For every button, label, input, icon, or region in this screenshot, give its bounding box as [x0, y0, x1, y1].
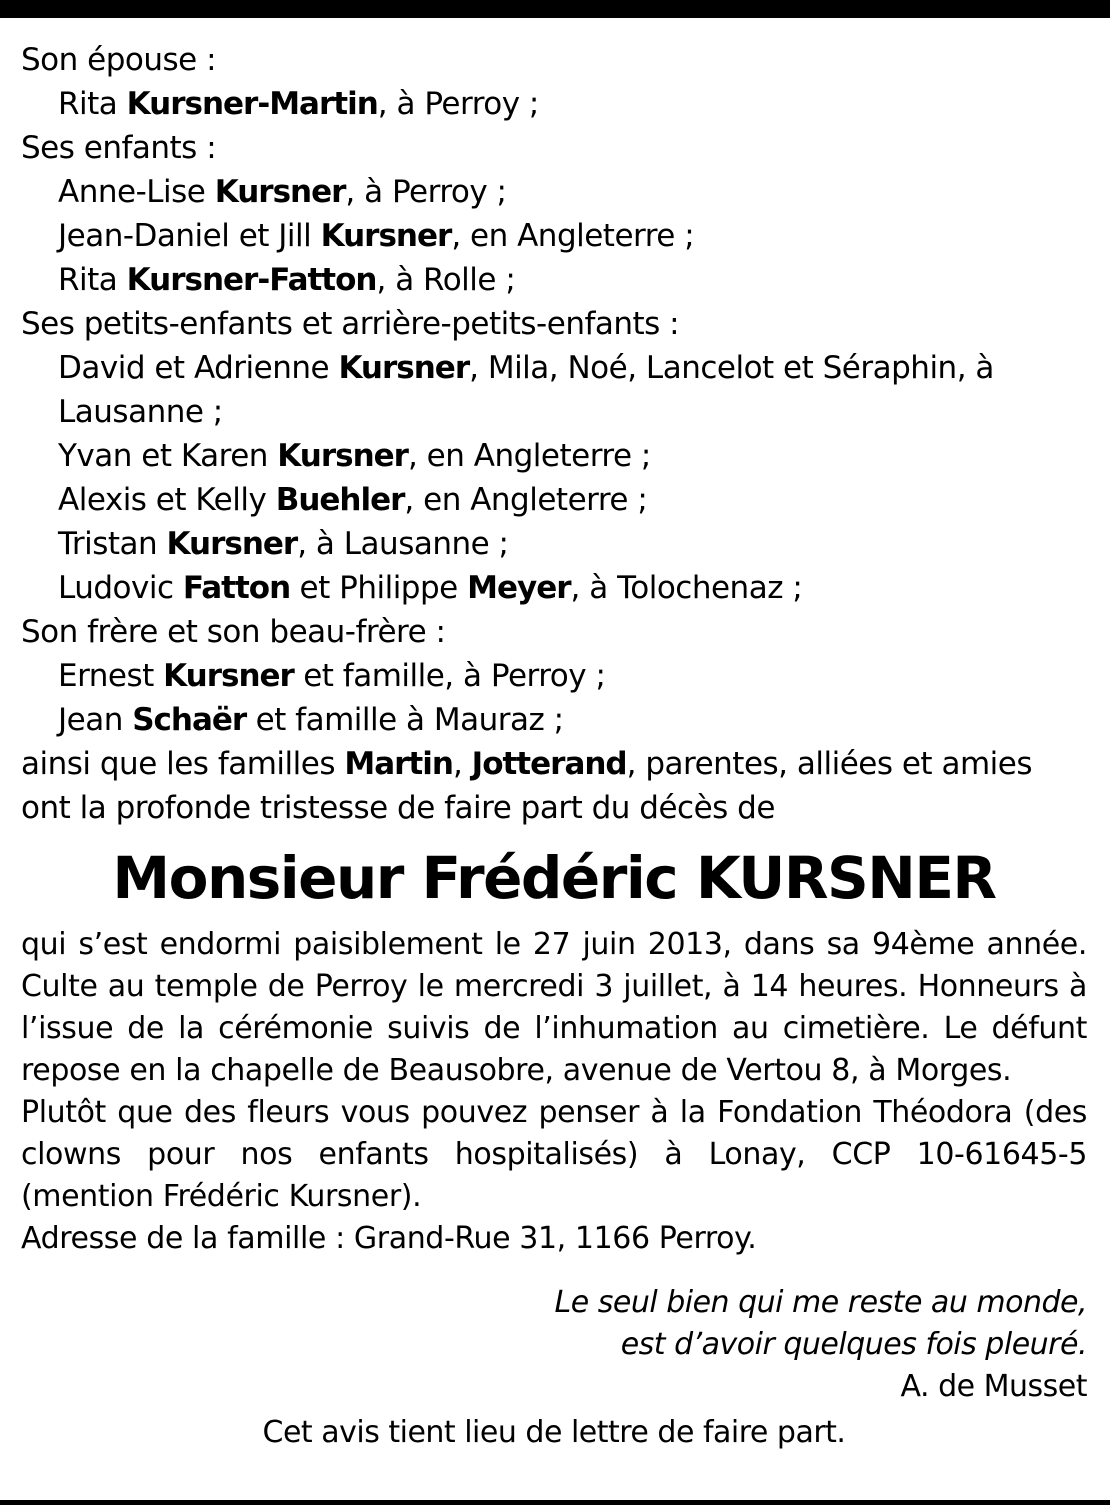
sibling-entry: [21, 698, 1087, 742]
child-entry: [21, 170, 1087, 214]
grandchildren-label: Ses petits-enfants et arrière-petits-enfants :: [21, 306, 680, 342]
first-names: Alexis et Kelly: [58, 482, 267, 518]
location: , en Angleterre ;: [451, 218, 695, 254]
family-name: Kursner: [163, 658, 294, 694]
bottom-border-rule: [0, 1500, 1110, 1505]
family-separator: ,: [452, 746, 463, 782]
families-suffix: , parentes, alliées et amies: [626, 746, 1032, 782]
closing-note: Cet avis tient lieu de lettre de faire part.: [262, 1415, 846, 1450]
family-name: Kursner: [277, 438, 408, 474]
announcement-line: ont la profonde tristesse de faire part du décès de: [21, 790, 775, 826]
body-paragraph: qui s’est endormi paisiblement le 27 juin 2013, dans sa 94ème année. Culte au temple de Perroy le mercredi 3 juillet, à 14 heures. Honneurs à l’issue de la cérémonie suivis de l’inhumation au cimetière. Le défunt repose en la chapelle de Beausobre, avenue de Vertou 8, à Morges.: [21, 927, 1087, 1088]
body-paragraph: Adresse de la famille : Grand-Rue 31, 1166 Perroy.: [21, 1221, 757, 1256]
first-names: Jean-Daniel et Jill: [58, 218, 312, 254]
first-names: Yvan et Karen: [58, 438, 268, 474]
family-name: Kursner: [320, 218, 452, 254]
quote-author: A. de Musset: [900, 1369, 1087, 1404]
connector-text: et Philippe: [299, 570, 458, 606]
notice-body: [21, 924, 1087, 1260]
grandchild-entry: [21, 434, 1087, 478]
first-names: Anne-Lise: [58, 174, 206, 210]
first-names: Jean: [58, 702, 123, 738]
family-name: Fatton: [182, 570, 291, 606]
families-line: [21, 742, 1087, 786]
quote-line: Le seul bien qui me reste au monde,: [554, 1285, 1087, 1320]
spouse-entry: [21, 82, 1087, 126]
location: et famille à Mauraz ;: [255, 702, 564, 738]
family-name: Kursner: [338, 350, 470, 386]
grandchild-entry: [21, 566, 1087, 610]
first-names: Ernest: [58, 658, 154, 694]
child-entry: [21, 214, 1087, 258]
location: , à Perroy ;: [345, 174, 507, 210]
family-name: Meyer: [467, 570, 571, 606]
family-name: Kursner-Fatton: [126, 262, 377, 298]
location: , à Rolle ;: [376, 262, 516, 298]
family-name: Schaër: [132, 702, 247, 738]
first-names: David et Adrienne: [58, 350, 330, 386]
first-names: Ludovic: [58, 570, 174, 606]
siblings-label: Son frère et son beau-frère :: [21, 614, 446, 650]
grandchild-entry: [21, 346, 1087, 434]
quote-line: est d’avoir quelques fois pleuré.: [620, 1327, 1087, 1362]
location: et famille, à Perroy ;: [303, 658, 606, 694]
spouse-label: Son épouse :: [21, 42, 217, 78]
deceased-name-heading: Monsieur Frédéric KURSNER: [112, 844, 996, 912]
first-names: Tristan: [58, 526, 158, 562]
poem-quote: [21, 1282, 1087, 1408]
location: , en Angleterre ;: [404, 482, 648, 518]
obituary-notice: [21, 38, 1087, 1454]
grandchild-entry: [21, 478, 1087, 522]
body-paragraph: Plutôt que des fleurs vous pouvez penser à la Fondation Théodora (des clowns pour nos enfants hospitalisés) à Lonay, CCP 10-61645-5 (mention Frédéric Kursner).: [21, 1095, 1087, 1214]
family-name: Kursner: [214, 174, 346, 210]
child-entry: [21, 258, 1087, 302]
top-border-bar: [0, 0, 1110, 18]
location: , à Perroy ;: [377, 86, 539, 122]
family-name: Kursner: [166, 526, 298, 562]
location: , à Lausanne ;: [297, 526, 509, 562]
location: , à Tolochenaz ;: [570, 570, 803, 606]
family-name: Jotterand: [471, 746, 627, 782]
location: , Mila, Noé, Lancelot et Séraphin, à Lausanne ;: [58, 350, 994, 430]
family-name: Martin: [344, 746, 453, 782]
first-names: Rita: [58, 86, 118, 122]
family-name: Buehler: [275, 482, 405, 518]
children-label: Ses enfants :: [21, 130, 217, 166]
grandchild-entry: [21, 522, 1087, 566]
sibling-entry: [21, 654, 1087, 698]
first-names: Rita: [58, 262, 118, 298]
family-name: Kursner-Martin: [126, 86, 378, 122]
location: , en Angleterre ;: [407, 438, 651, 474]
families-prefix: ainsi que les familles: [21, 746, 335, 782]
